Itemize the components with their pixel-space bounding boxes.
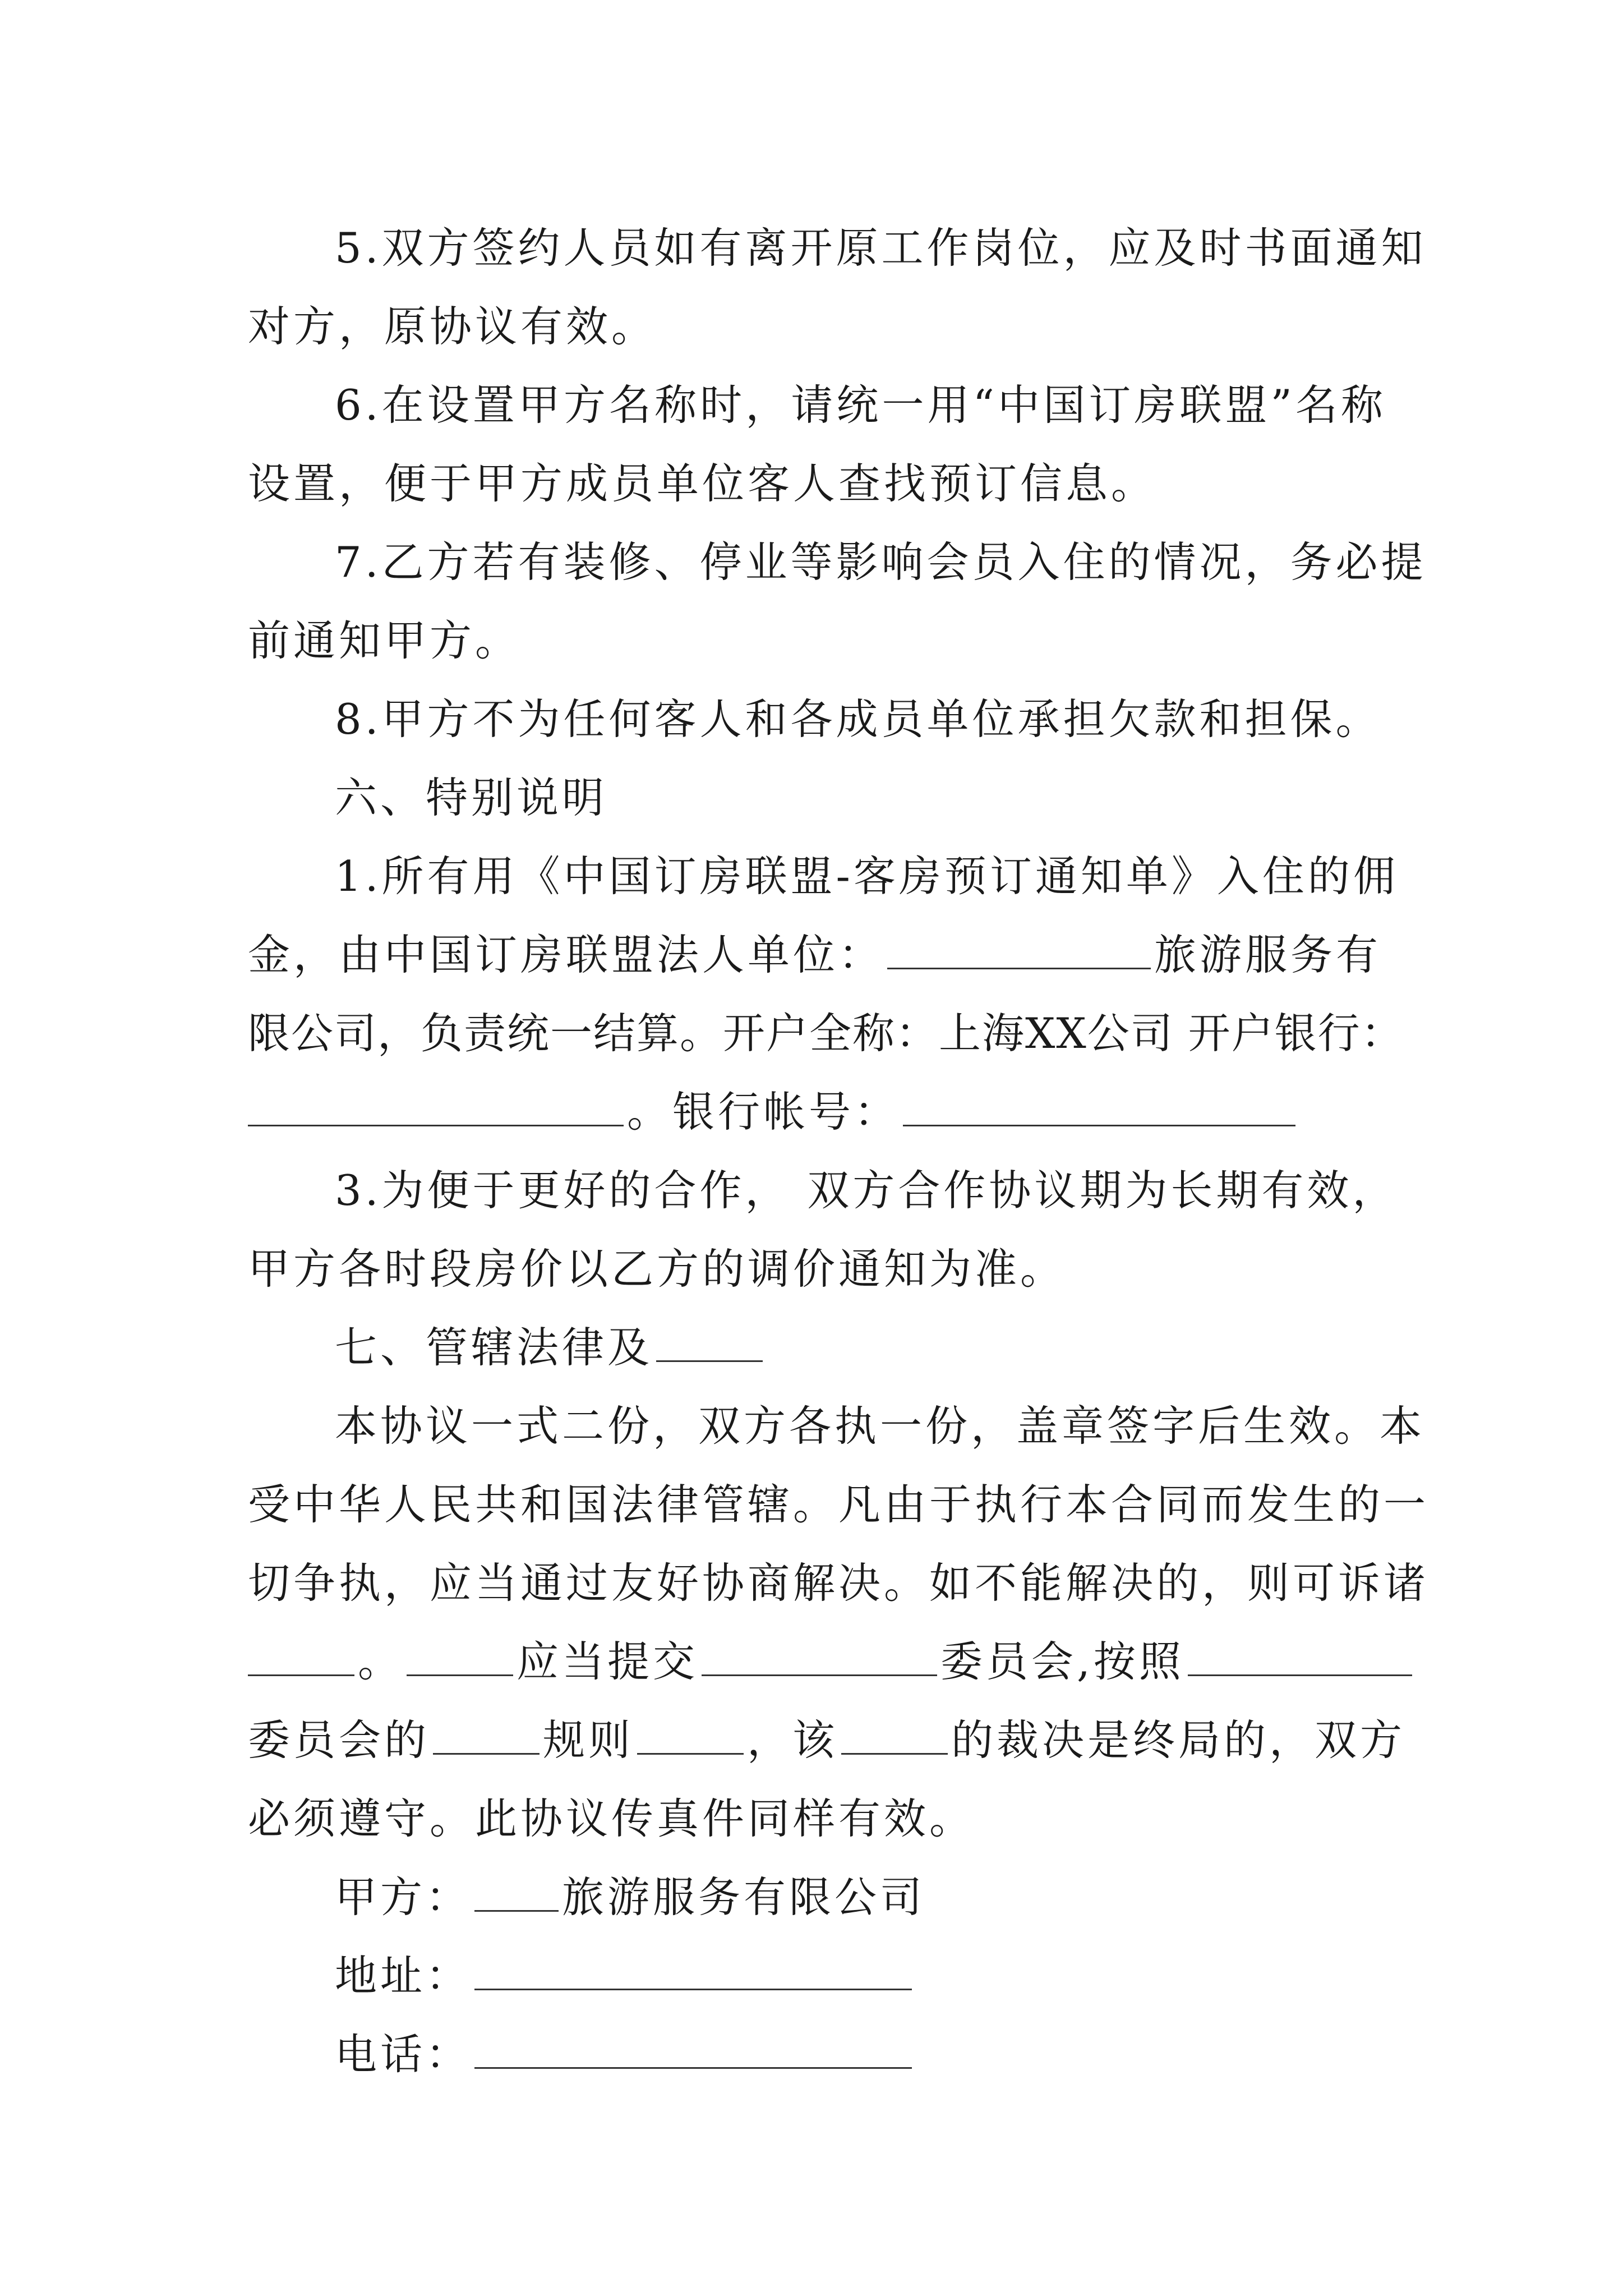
law-paragraph-line-5 [248,1701,1406,1779]
special-note-1-line-3 [248,994,1404,1073]
paragraph-5-line-1 [248,209,1427,287]
text: 3.为便于更好的合作， 双方合作协议期为长期有效， [335,1166,1398,1215]
blank [433,1714,540,1755]
address-blank [474,1949,912,1990]
text: 前通知甲方。 [248,616,521,665]
text: 应当提交 [517,1637,699,1686]
text: 本协议一式二份，双方各执一份，盖章签字后生效。本 [335,1401,1426,1451]
text: 设置，便于甲方成员单位客人查找预订信息。 [248,459,1157,508]
text: 委员会,按照 [940,1637,1184,1686]
legal-entity-blank [887,928,1151,969]
party-a-blank [474,1871,559,1912]
phone-blank [474,2028,912,2069]
text: 旅游服务有限公司 [562,1872,926,1922]
paragraph-5-line-2 [248,287,1386,366]
special-note-1-line-2 [248,915,1386,994]
text: 限公司，负责统一结算。开户全称：上海XX公司 开户银行： [248,1009,1404,1058]
label: 甲方： [335,1872,472,1922]
text: 的裁决是终局的，双方 [951,1715,1406,1765]
text: 切争执，应当通过友好协商解决。如不能解决的，则可诉诸 [248,1558,1430,1608]
blank [407,1635,513,1676]
special-note-3-line-2 [248,1230,1386,1308]
arbitration-rules-blank [1188,1635,1412,1676]
law-paragraph-line-6 [248,1779,1386,1858]
document-body [248,209,1430,2093]
arbitration-committee-blank [702,1635,937,1676]
special-note-1-line-1 [248,837,1399,915]
governing-law-blank [656,1321,763,1362]
label: 地址： [335,1951,472,2000]
text: 规则 [543,1715,634,1765]
section-heading-special-notes [248,758,1386,837]
law-paragraph-line-3 [248,1544,1430,1622]
paragraph-7-line-2 [248,601,1386,680]
bank-name-blank [248,1085,624,1126]
blank [841,1714,948,1755]
text: 1.所有用《中国订房联盟-客房预订通知单》入住的佣 [335,852,1399,901]
text: 受中华人民共和国法律管辖。凡由于执行本合同而发生的一 [248,1480,1430,1529]
party-a-phone [248,2015,1386,2093]
text: 六、特别说明 [335,773,608,822]
paragraph-7-line-1 [248,523,1427,601]
text: 。 [358,1637,404,1686]
party-a-name [248,1858,1386,1936]
paragraph-6-line-1 [248,366,1386,444]
text: 6.在设置甲方名称时，请统一用“中国订房联盟”名称 [335,380,1386,430]
text: 甲方各时段房价以乙方的调价通知为准。 [248,1244,1066,1294]
paragraph-8 [248,680,1386,758]
text: ，该 [747,1715,838,1765]
label: 电话： [335,2030,472,2079]
account-number-blank [903,1085,1295,1126]
text: 委员会的 [248,1715,430,1765]
section-heading-governing-law [248,1308,1386,1387]
law-paragraph-line-4 [248,1622,1386,1701]
special-note-3-line-1 [248,1151,1398,1230]
text: 5.双方签约人员如有离开原工作岗位，应及时书面通知 [335,223,1427,273]
text: 七、管辖法律及 [335,1323,653,1372]
party-a-address [248,1936,1386,2015]
law-paragraph-line-1 [248,1387,1426,1465]
text: 8.甲方不为任何客人和各成员单位承担欠款和担保。 [335,694,1381,744]
text: 旅游服务有 [1154,930,1382,979]
text: 对方，原协议有效。 [248,302,657,351]
blank [637,1714,744,1755]
text: 。银行帐号： [627,1087,900,1137]
text: 7.乙方若有装修、停业等影响会员入住的情况，务必提 [335,537,1427,587]
special-note-1-line-4 [248,1073,1386,1151]
paragraph-6-line-2 [248,444,1386,523]
blank [248,1635,354,1676]
text: 必须遵守。此协议传真件同样有效。 [248,1794,975,1843]
text: 金，由中国订房联盟法人单位： [248,930,884,979]
law-paragraph-line-2 [248,1465,1430,1544]
